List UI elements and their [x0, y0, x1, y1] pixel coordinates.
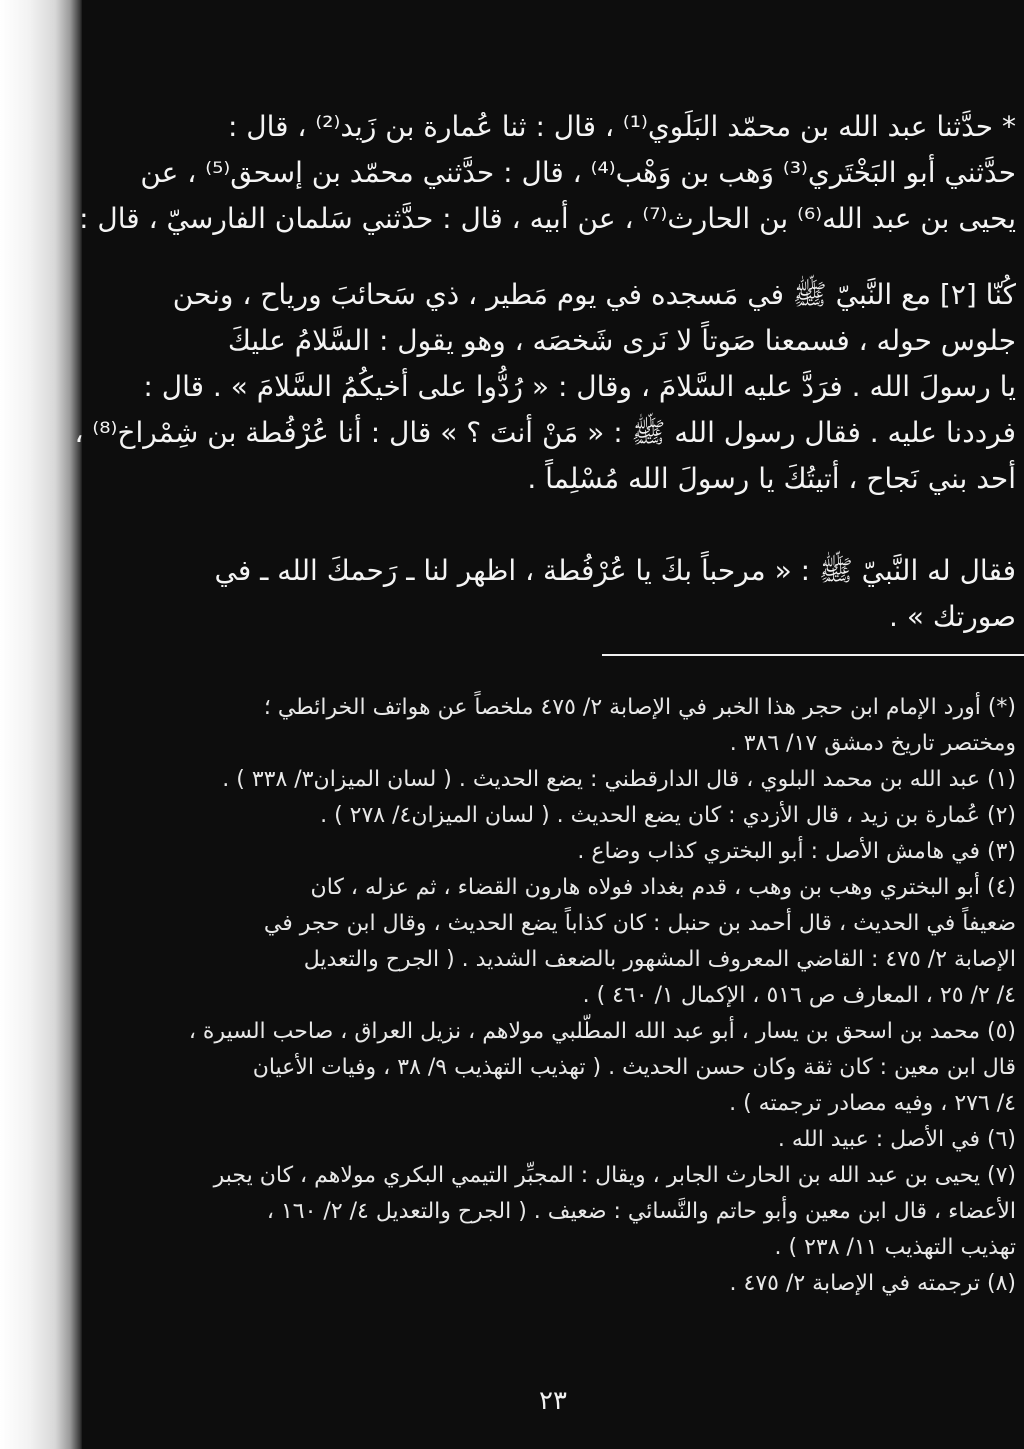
footnote-line: تهذيب التهذيب ١١/ ٢٣٨ ) .: [774, 1235, 1016, 1260]
paragraph-narrative: [74, 272, 1024, 502]
footnotes: [82, 690, 1024, 1302]
footnote-line: ٤/ ٢٧٦ ، وفيه مصادر ترجمته ) .: [729, 1091, 1016, 1116]
footnote-line: (٦) في الأصل : عبيد الله .: [777, 1127, 1016, 1152]
footnote-line: ٤/ ٢/ ٢٥ ، المعارف ص ٥١٦ ، الإكمال ١/ ٤٦٠ ) .: [582, 983, 1016, 1008]
text-line: يا رسولَ الله . فرَدَّ عليه السَّلامَ ، وقال : « رُدُّوا على أخيكُمُ السَّلامَ » . قال :: [143, 370, 1016, 403]
book-page: [74, 0, 1024, 1449]
footnote-divider: [602, 654, 1024, 656]
footnote-line: (٥) محمد بن اسحق بن يسار ، أبو عبد الله المطّلبي مولاهم ، نزيل العراق ، صاحب السيرة ،: [188, 1019, 1016, 1044]
scan-margin: [0, 0, 82, 1449]
paragraph-isnad: [79, 104, 1024, 242]
text-line: فقال له النَّبيّ ﷺ : « مرحباً بكَ يا عُرْفُطة ، اظهر لنا ـ رَحمكَ الله ـ في: [214, 554, 1016, 587]
text-line: أحد بني نَجاح ، أتيتُكَ يا رسولَ الله مُسْلِماً .: [527, 462, 1016, 495]
footnote-line: (٢) عُمارة بن زيد ، قال الأزدي : كان يضع الحديث . ( لسان الميزان٤/ ٢٧٨ ) .: [320, 803, 1016, 828]
page-number: ٢٣: [539, 1386, 567, 1416]
footnote-line: ومختصر تاريخ دمشق ١٧/ ٣٨٦ .: [729, 731, 1016, 756]
text-line: * حدَّثنا عبد الله بن محمّد البَلَوي⁽¹⁾ ، قال : ثنا عُمارة بن زَيد⁽²⁾ ، قال :: [227, 110, 1016, 143]
footnote-line: ضعيفاً في الحديث ، قال أحمد بن حنبل : كان كذاباً يضع الحديث ، وقال ابن حجر في: [263, 911, 1016, 936]
text-line: كُنّا [٢] مع النَّبيّ ﷺ في مَسجده في يوم مَطير ، ذي سَحائبَ ورياح ، ونحن: [172, 278, 1016, 311]
footnote-line: (*) أورد الإمام ابن حجر هذا الخبر في الإصابة ٢/ ٤٧٥ ملخصاً عن هواتف الخرائطي ؛: [263, 695, 1016, 720]
footnote-line: (٤) أبو البختري وهب بن وهب ، قدم بغداد فولاه هارون القضاء ، ثم عزله ، كان: [310, 875, 1016, 900]
footnote-line: قال ابن معين : كان ثقة وكان حسن الحديث . ( تهذيب التهذيب ٩/ ٣٨ ، وفيات الأعيان: [252, 1055, 1016, 1080]
footnote-line: (٨) ترجمته في الإصابة ٢/ ٤٧٥ .: [729, 1271, 1016, 1296]
footnote-line: (٣) في هامش الأصل : أبو البختري كذاب وضاع .: [577, 839, 1016, 864]
text-line: صورتك » .: [889, 600, 1016, 633]
paragraph-closing: [82, 548, 1024, 640]
footnote-line: الأعضاء ، قال ابن معين وأبو حاتم والنَّسائي : ضعيف . ( الجرح والتعديل ٤/ ٢/ ١٦٠ ،: [266, 1199, 1016, 1224]
text-line: جلوس حوله ، فسمعنا صَوتاً لا نَرى شَخصَه ، وهو يقول : السَّلامُ عليكَ: [227, 324, 1016, 357]
footnote-line: (١) عبد الله بن محمد البلوي ، قال الدارقطني : يضع الحديث . ( لسان الميزان٣/ ٣٣٨ ) .: [222, 767, 1016, 792]
text-line: فرددنا عليه . فقال رسول الله ﷺ : « مَنْ أنتَ ؟ » قال : أنا عُرْفُطة بن شِمْراخ⁽⁸⁾ ،: [74, 416, 1016, 449]
footnote-line: الإصابة ٢/ ٤٧٥ : القاضي المعروف المشهور بالضعف الشديد . ( الجرح والتعديل: [303, 947, 1016, 972]
text-line: حدَّثني أبو البَخْتَري⁽³⁾ وَهب بن وَهْب⁽⁴⁾ ، قال : حدَّثني محمّد بن إسحق⁽⁵⁾ ، عن: [140, 156, 1016, 189]
footnote-line: (٧) يحيى بن عبد الله بن الحارث الجابر ، ويقال : المجبِّر التيمي البكري مولاهم ، كان يجبر: [213, 1163, 1016, 1188]
text-line: يحيى بن عبد الله⁽⁶⁾ بن الحارث⁽⁷⁾ ، عن أبيه ، قال : حدَّثني سَلمان الفارسيّ ، قال :: [79, 202, 1016, 235]
